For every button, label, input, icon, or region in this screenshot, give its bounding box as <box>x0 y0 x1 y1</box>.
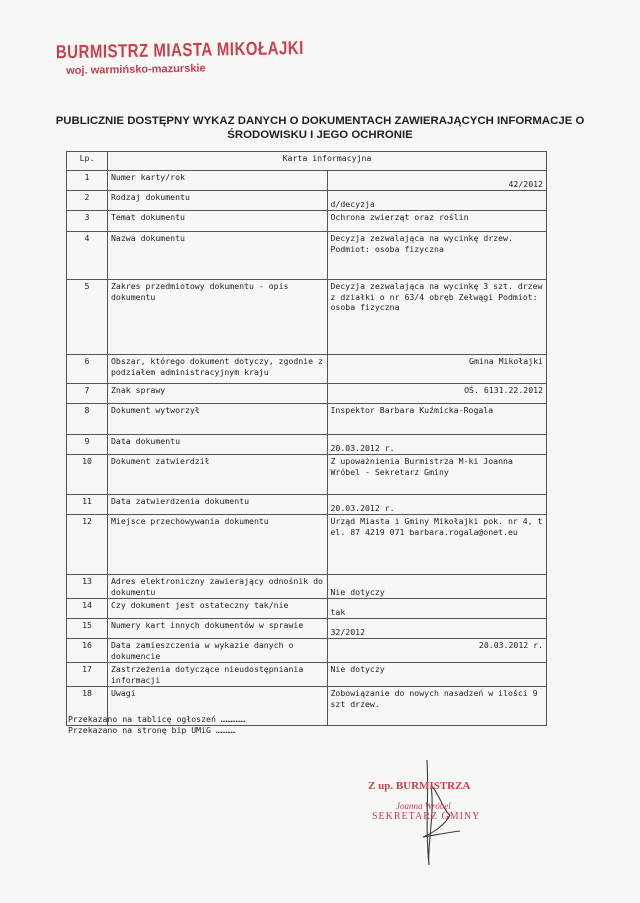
footer-notice-board: Przekazano na tablicę ogłoszeń …………… <box>68 714 246 724</box>
row-label: Obszar, którego dokument dotyczy, zgodnie z podziałem administracyjnym kraju <box>108 355 328 384</box>
row-lp: 2 <box>67 191 108 211</box>
row-value: Inspektor Barbara Kuźmicka-Rogala <box>327 404 547 435</box>
row-lp: 8 <box>67 404 108 435</box>
row-value: 20.03.2012 r. <box>327 435 547 455</box>
row-value: 42/2012 <box>327 171 547 191</box>
row-lp: 17 <box>67 663 108 687</box>
office-stamp-top <box>55 37 305 77</box>
row-label: Numer karty/rok <box>108 171 328 191</box>
table-row <box>67 171 547 191</box>
row-value: 32/2012 <box>327 619 547 639</box>
row-label: Adres elektroniczny zawierający odnośnik do dokumentu <box>108 575 328 599</box>
stamp-title: BURMISTRZ MIASTA MIKOŁAJKI <box>55 37 305 64</box>
row-label: Temat dokumentu <box>108 211 328 232</box>
row-value: 20.03.2012 r. <box>327 495 547 515</box>
row-label: Miejsce przechowywania dokumentu <box>108 515 328 575</box>
table-row <box>67 280 547 355</box>
row-lp: 12 <box>67 515 108 575</box>
table-row <box>67 191 547 211</box>
row-lp: 13 <box>67 575 108 599</box>
table-row <box>67 599 547 619</box>
row-lp: 3 <box>67 211 108 232</box>
table-row <box>67 663 547 687</box>
row-value: Decyzja zezwalająca na wycinkę 3 szt. drzew z działki o nr 63/4 obręb Zełwągi Podmiot: osoba fizyczna <box>327 280 547 355</box>
row-lp: 4 <box>67 232 108 280</box>
row-label: Rodzaj dokumentu <box>108 191 328 211</box>
row-value: Urząd Miasta i Gminy Mikołajki pok. nr 4, tel. 87 4219 071 barbara.rogala@onet.eu <box>327 515 547 575</box>
table-row <box>67 355 547 384</box>
footer-bip: Przekazano na stronę bip UMiG ………… <box>68 725 236 735</box>
row-lp: 5 <box>67 280 108 355</box>
row-label: Dokument zatwierdził <box>108 455 328 495</box>
row-value: tak <box>327 599 547 619</box>
row-label: Czy dokument jest ostateczny tak/nie <box>108 599 328 619</box>
title-line-1: PUBLICZNIE DOSTĘPNY WYKAZ DANYCH O DOKUMENTACH ZAWIERAJĄCYCH INFORMACJE O <box>55 115 585 127</box>
row-lp: 11 <box>67 495 108 515</box>
row-lp: 1 <box>67 171 108 191</box>
stamp-line-1: Z up. BURMISTRZA <box>368 780 471 792</box>
row-lp: 16 <box>67 639 108 663</box>
row-label: Uwagi <box>108 687 328 726</box>
row-value: Zobowiązanie do nowych nasadzeń w ilości 9 szt drzew. <box>327 687 547 726</box>
row-value: Z upoważnienia Burmistrza M-ki Joanna Wróbel - Sekretarz Gminy <box>327 455 547 495</box>
row-label: Data dokumentu <box>108 435 328 455</box>
table-header-row <box>67 152 547 171</box>
table-row <box>67 404 547 435</box>
row-lp: 15 <box>67 619 108 639</box>
row-label: Numery kart innych dokumentów w sprawie <box>108 619 328 639</box>
header-title: Karta informacyjna <box>108 152 547 171</box>
stamp-line-3: SEKRETARZ GMINY <box>372 811 481 822</box>
row-value: OŚ. 6131.22.2012 <box>327 384 547 404</box>
footer-notes <box>68 714 245 736</box>
header-lp: Lp. <box>67 152 108 171</box>
table-row <box>67 384 547 404</box>
stamp-line-2: Joanna Wróbel <box>396 801 451 811</box>
row-lp: 9 <box>67 435 108 455</box>
row-label: Znak sprawy <box>108 384 328 404</box>
row-value: Decyzja zezwalająca na wycinkę drzew. Podmiot: osoba fizyczna <box>327 232 547 280</box>
info-card-table <box>66 151 547 726</box>
table-row <box>67 435 547 455</box>
table-row <box>67 232 547 280</box>
table-row <box>67 455 547 495</box>
table-row <box>67 575 547 599</box>
row-value: 20.03.2012 r. <box>327 639 547 663</box>
table-row <box>67 515 547 575</box>
row-label: Data zamieszczenia w wykazie danych o dokumencie <box>108 639 328 663</box>
row-value: Nie dotyczy <box>327 575 547 599</box>
table-row <box>67 495 547 515</box>
stamp-region: woj. warmińsko-mazurskie <box>66 62 206 77</box>
row-lp: 7 <box>67 384 108 404</box>
row-value: Gmina Mikołajki <box>327 355 547 384</box>
row-lp: 10 <box>67 455 108 495</box>
title-line-2: ŚRODOWISKU I JEGO OCHRONIE <box>227 129 413 141</box>
row-value: Ochrona zwierząt oraz roślin <box>327 211 547 232</box>
row-label: Zastrzeżenia dotyczące nieudostępniania informacji <box>108 663 328 687</box>
signature-stamp <box>368 780 480 822</box>
row-value: d/decyzja <box>327 191 547 211</box>
row-label: Nazwa dokumentu <box>108 232 328 280</box>
table-row <box>67 619 547 639</box>
table-row <box>67 639 547 663</box>
row-value: Nie dotyczy <box>327 663 547 687</box>
row-lp: 6 <box>67 355 108 384</box>
row-label: Zakres przedmiotowy dokumentu - opis dokumentu <box>108 280 328 355</box>
row-label: Data zatwierdzenia dokumentu <box>108 495 328 515</box>
row-lp: 18 <box>67 687 108 726</box>
document-title <box>40 114 600 142</box>
table-row <box>67 211 547 232</box>
row-lp: 14 <box>67 599 108 619</box>
row-label: Dokument wytworzył <box>108 404 328 435</box>
